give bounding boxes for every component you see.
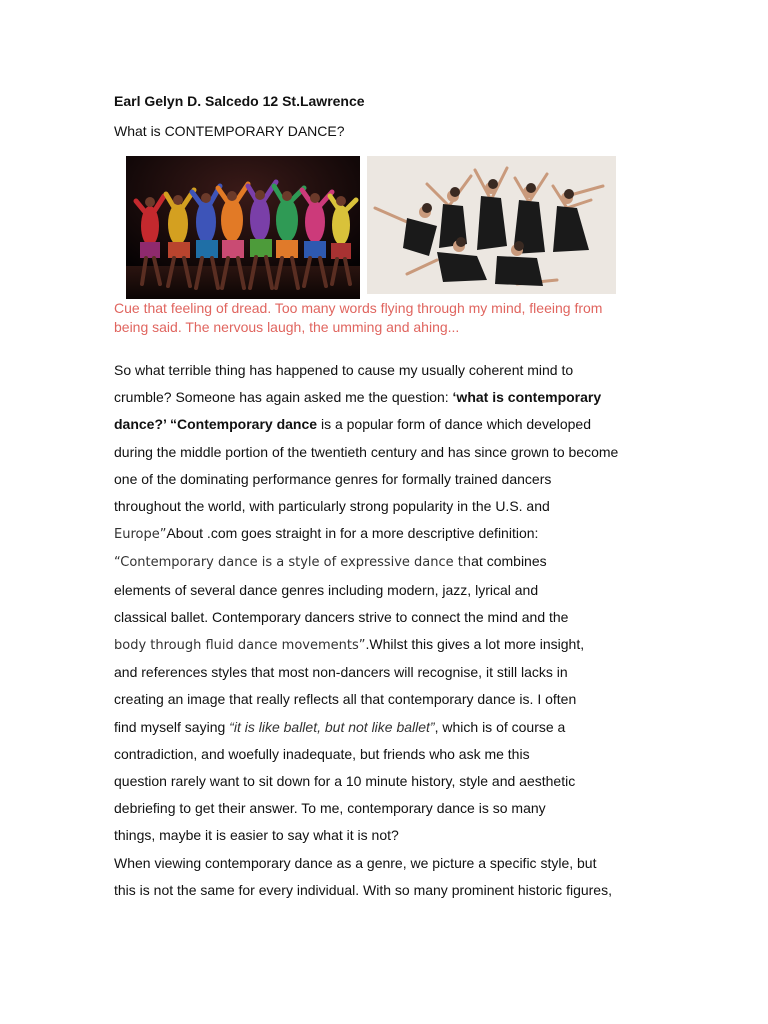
body-line bbox=[114, 384, 674, 411]
body-line: When viewing contemporary dance as a genre, we picture a specific style, but bbox=[114, 854, 597, 871]
caption-line: being said. The nervous laugh, the umming and ahing... bbox=[114, 318, 460, 335]
body-line: one of the dominating performance genres for formally trained dancers bbox=[114, 470, 552, 487]
body-line: So what terrible thing has happened to cause my usually coherent mind to bbox=[114, 362, 574, 378]
body-line bbox=[114, 714, 674, 741]
body-text bbox=[114, 357, 674, 904]
italic-quote: “it is like ballet, but not like ballet” bbox=[229, 718, 435, 735]
text-run: , which is of course a bbox=[434, 718, 566, 735]
photo-caption bbox=[114, 299, 664, 336]
text-run: at combines bbox=[471, 553, 547, 570]
body-line bbox=[114, 411, 674, 438]
body-line: elements of several dance genres including modern, jazz, lyrical and bbox=[114, 581, 539, 598]
text-run: .Whilst this gives a lot more insight, bbox=[365, 636, 585, 653]
body-line: and references styles that most non-dancers will recognise, it still lacks in bbox=[114, 664, 568, 681]
group-dancers-photo bbox=[367, 156, 616, 294]
body-line: debriefing to get their answer. To me, contemporary dance is so many bbox=[114, 800, 546, 817]
body-line bbox=[114, 631, 674, 659]
body-line: classical ballet. Contemporary dancers strive to connect the mind and the bbox=[114, 608, 569, 625]
body-line bbox=[114, 520, 674, 548]
text-run: About .com goes straight in for a more descriptive definition: bbox=[166, 525, 539, 542]
body-line bbox=[114, 548, 674, 576]
author-line: Earl Gelyn D. Salcedo 12 St.Lawrence bbox=[114, 93, 365, 109]
body-line: question rarely want to sit down for a 10 minute history, style and aesthetic bbox=[114, 773, 576, 790]
text-run: crumble? Someone has again asked me the question: bbox=[114, 389, 453, 406]
body-line: creating an image that really reflects all that contemporary dance is. I often bbox=[114, 691, 577, 708]
bold-term: dance?’ “Contemporary dance bbox=[114, 416, 318, 433]
quote-run: “Contemporary dance is a style of expressive dance th bbox=[114, 555, 472, 571]
text-run: find myself saying bbox=[114, 718, 230, 735]
document-heading: What is CONTEMPORARY DANCE? bbox=[114, 123, 345, 139]
bold-question: ‘what is contemporary bbox=[452, 389, 602, 406]
quote-run: Europe” bbox=[114, 527, 167, 543]
quote-run: body through fluid dance movements” bbox=[114, 638, 366, 654]
body-line: contradiction, and woefully inadequate, but friends who ask me this bbox=[114, 745, 530, 762]
caption-line: Cue that feeling of dread. Too many words flying through my mind, fleeing from bbox=[114, 300, 603, 316]
body-line: during the middle portion of the twentieth century and has since grown to become bbox=[114, 443, 619, 460]
stage-dancers-photo bbox=[126, 156, 360, 299]
text-run: is a popular form of dance which developed bbox=[317, 416, 592, 433]
body-line: this is not the same for every individual. With so many prominent historic figures, bbox=[114, 881, 612, 898]
body-line: things, maybe it is easier to say what it is not? bbox=[114, 827, 399, 844]
body-line: throughout the world, with particularly strong popularity in the U.S. and bbox=[114, 498, 550, 515]
